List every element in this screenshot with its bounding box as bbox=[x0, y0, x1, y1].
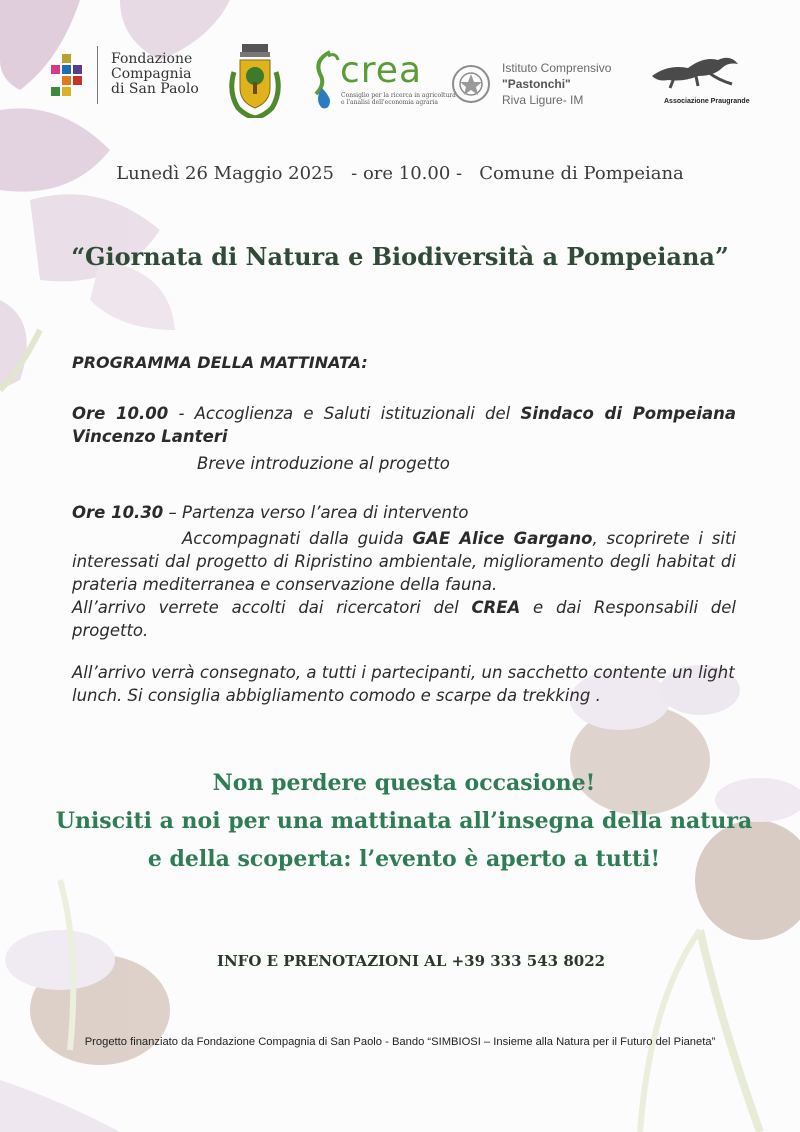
event-date: Lunedì 26 Maggio 2025 bbox=[116, 163, 334, 184]
event-place: Comune di Pompeiana bbox=[479, 163, 684, 184]
praugrande-lizard-logo-icon bbox=[648, 50, 742, 90]
istituto-comprensivo-logo-text: Istituto Comprensivo "Pastonchi" Riva Ligure- IM bbox=[502, 61, 612, 107]
crea-logo-mark bbox=[306, 48, 344, 112]
program-item-1000-sub: Breve introduzione al progetto bbox=[197, 454, 450, 473]
italian-republic-emblem-icon bbox=[450, 62, 492, 106]
event-time: - ore 10.00 - bbox=[351, 163, 463, 184]
booking-info: INFO E PRENOTAZIONI AL +39 333 543 8022 bbox=[216, 952, 606, 970]
crea-logo-subtitle: Consiglio per la ricerca in agricoltura e l'analisi dell'economia agraria bbox=[341, 92, 456, 106]
call-to-action: Non perdere questa occasione! Unisciti a noi per una mattinata all’insegna della natura e della scoperta: l’evento è aperto a tutti! bbox=[55, 770, 753, 872]
program-item-1000: Ore 10.00 - Accoglienza e Saluti istituzionali del Sindaco di Pompeiana Vincenzo Lanteri bbox=[72, 404, 736, 446]
program-item-1030: Ore 10.30 – Partenza verso l’area di intervento bbox=[72, 503, 469, 522]
event-title: “Giornata di Natura e Biodiversità a Pompeiana” bbox=[71, 242, 729, 271]
fondazione-compagnia-logo-text: Fondazione Compagnia di San Paolo bbox=[111, 51, 199, 97]
event-date-line bbox=[0, 163, 800, 184]
crea-logo-word: crea bbox=[340, 50, 423, 91]
program-item-1030-description: Accompagnati dalla guida GAE Alice Gargano, scoprirete i siti interessati dal progetto di Ripristino ambientale, miglioramento degli habitat di prateria mediterranea e conservazione della fauna. All’arrivo verrete accolti dai ricercatori del CREA e dai Responsabili del progetto. bbox=[72, 529, 737, 640]
program-heading: PROGRAMMA DELLA MATTINATA: bbox=[72, 353, 368, 372]
program-note: All’arrivo verrà consegnato, a tutti i partecipanti, un sacchetto contente un light lunch. Si consiglia abbigliamento comodo e scarpe da trekking . bbox=[72, 663, 735, 705]
pompeiana-crest-icon bbox=[224, 42, 286, 118]
funding-footer: Progetto finanziato da Fondazione Compagnia di San Paolo - Bando “SIMBIOSI – Insieme alla Natura per il Futuro del Pianeta” bbox=[84, 1036, 716, 1048]
fondazione-compagnia-logo-mark bbox=[51, 54, 83, 96]
logo-divider bbox=[97, 46, 98, 104]
praugrande-logo-label: Associazione Praugrande bbox=[664, 98, 750, 105]
